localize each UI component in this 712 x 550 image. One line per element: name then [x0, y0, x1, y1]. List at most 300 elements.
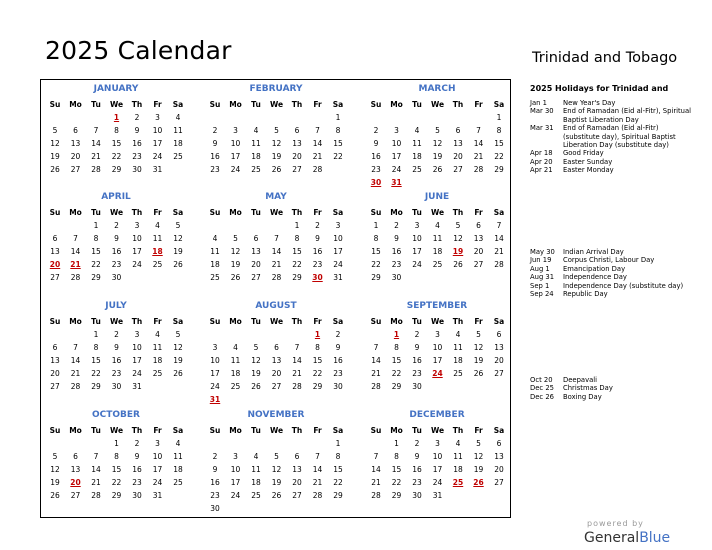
day-cell: 6 — [73, 126, 78, 135]
day-cell: 15 — [371, 247, 381, 256]
day-cell: 10 — [391, 139, 402, 148]
day-cell: 8 — [315, 343, 320, 352]
day-cell: 5 — [175, 221, 181, 230]
day-cell: 11 — [412, 139, 422, 148]
month-name: MARCH — [418, 84, 456, 94]
day-cell: 24 — [132, 260, 142, 269]
holiday-group — [530, 99, 695, 175]
month-december — [366, 410, 526, 518]
day-cell: 12 — [50, 139, 60, 148]
day-cell: 23 — [412, 478, 422, 487]
day-cell: 29 — [494, 165, 504, 174]
holiday-day-cell: 1 — [113, 113, 120, 122]
weekday-header: Mo — [229, 426, 242, 435]
day-cell: 5 — [253, 343, 259, 352]
day-cell: 25 — [152, 369, 163, 378]
holiday-day-cell: 25 — [452, 478, 464, 487]
day-cell: 20 — [494, 465, 504, 474]
month-name: JULY — [105, 301, 127, 311]
day-cell: 2 — [373, 126, 379, 135]
holiday-name: Independence Day (substitute day) — [563, 281, 684, 290]
day-cell: 22 — [371, 260, 381, 269]
holiday-item — [530, 248, 695, 256]
day-cell: 18 — [152, 356, 163, 365]
holiday-day-cell: 1 — [393, 330, 400, 339]
day-cell: 14 — [494, 234, 504, 243]
day-cell: 16 — [111, 356, 122, 365]
weekday-header: Tu — [251, 426, 261, 435]
day-cell: 8 — [335, 126, 341, 135]
day-cell: 22 — [111, 152, 122, 161]
day-cell: 6 — [274, 343, 279, 352]
day-cell: 26 — [173, 369, 183, 378]
day-cell: 27 — [70, 165, 81, 174]
day-cell: 10 — [132, 234, 142, 243]
day-cell: 7 — [73, 234, 78, 243]
holiday-name: Good Friday — [563, 149, 604, 158]
day-cell: 4 — [233, 343, 238, 352]
day-cell: 22 — [494, 152, 504, 161]
day-cell: 16 — [312, 247, 323, 256]
weekday-header: Tu — [91, 208, 101, 217]
day-cell: 10 — [132, 343, 142, 352]
day-cell: 2 — [394, 221, 399, 230]
day-cell: 22 — [391, 478, 402, 487]
month-february — [205, 84, 365, 192]
day-cell: 5 — [274, 126, 279, 135]
month-name: SEPTEMBER — [406, 301, 468, 311]
month-name: JUNE — [424, 192, 450, 202]
day-cell: 10 — [432, 452, 443, 461]
day-cell: 11 — [173, 452, 183, 461]
day-cell: 10 — [432, 343, 443, 352]
day-cell: 21 — [371, 478, 381, 487]
weekday-header: Fr — [313, 317, 322, 326]
day-cell: 14 — [473, 139, 484, 148]
day-cell: 27 — [70, 491, 81, 500]
month-november — [205, 410, 365, 518]
day-cell: 1 — [373, 221, 379, 230]
day-cell: 21 — [494, 247, 504, 256]
day-cell: 14 — [91, 139, 101, 148]
day-cell: 20 — [453, 152, 463, 161]
day-cell: 6 — [52, 343, 58, 352]
month-october — [45, 410, 205, 518]
day-cell: 14 — [70, 356, 81, 365]
weekday-header: Su — [49, 426, 61, 435]
day-cell: 18 — [173, 139, 183, 148]
month-name: DECEMBER — [409, 410, 465, 420]
day-cell: 8 — [294, 234, 300, 243]
brand-logo[interactable] — [584, 530, 670, 546]
weekday-header: We — [269, 426, 284, 435]
day-cell: 6 — [52, 234, 58, 243]
day-cell: 9 — [315, 234, 320, 243]
day-cell: 2 — [212, 126, 218, 135]
day-cell: 11 — [230, 356, 241, 365]
day-cell: 12 — [453, 234, 463, 243]
holiday-name: End of Ramadan (Eid al-Fitr), Spiritual Baptist Liberation Day — [563, 107, 692, 124]
day-cell: 6 — [496, 330, 502, 339]
day-cell: 17 — [230, 152, 241, 161]
weekday-header: Th — [452, 317, 464, 326]
day-cell: 12 — [473, 452, 484, 461]
day-cell: 25 — [432, 260, 443, 269]
day-cell: 23 — [210, 491, 220, 500]
day-cell: 7 — [93, 126, 99, 135]
day-cell: 14 — [371, 465, 381, 474]
holiday-item — [530, 256, 695, 264]
day-cell: 17 — [230, 478, 241, 487]
holiday-date: Aug 31 — [530, 273, 555, 282]
weekday-header: Th — [291, 317, 303, 326]
day-cell: 25 — [173, 478, 183, 487]
day-cell: 19 — [271, 152, 282, 161]
day-cell: 9 — [414, 343, 420, 352]
day-cell: 23 — [111, 260, 122, 269]
day-cell: 3 — [435, 439, 440, 448]
day-cell: 3 — [134, 330, 140, 339]
weekday-header: Fr — [313, 208, 322, 217]
day-cell: 15 — [391, 356, 402, 365]
day-cell: 23 — [312, 260, 323, 269]
day-cell: 11 — [453, 452, 463, 461]
month-name: AUGUST — [255, 301, 297, 311]
weekday-header: Tu — [251, 317, 261, 326]
weekday-header: Fr — [474, 100, 483, 109]
day-cell: 26 — [230, 273, 241, 282]
weekday-header: Mo — [69, 100, 82, 109]
holiday-day-cell: 18 — [152, 247, 163, 256]
day-cell: 12 — [173, 234, 183, 243]
day-cell: 7 — [274, 234, 279, 243]
day-cell: 9 — [394, 234, 399, 243]
day-cell: 23 — [132, 478, 142, 487]
day-cell: 5 — [52, 452, 58, 461]
powered-by-text: powered by — [587, 519, 644, 528]
page-title: 2025 Calendar — [45, 36, 232, 65]
day-cell: 26 — [173, 260, 183, 269]
weekday-header: Tu — [91, 317, 101, 326]
weekday-header: Su — [370, 317, 382, 326]
day-cell: 7 — [294, 343, 300, 352]
day-cell: 8 — [93, 234, 99, 243]
day-cell: 15 — [91, 356, 101, 365]
day-cell: 28 — [473, 165, 484, 174]
day-cell: 13 — [251, 247, 261, 256]
day-cell: 13 — [473, 234, 484, 243]
month-name: NOVEMBER — [247, 410, 305, 420]
day-cell: 20 — [473, 247, 484, 256]
day-cell: 18 — [432, 247, 443, 256]
day-cell: 8 — [394, 343, 399, 352]
weekday-header: Th — [291, 100, 303, 109]
day-cell: 21 — [271, 260, 282, 269]
day-cell: 23 — [111, 369, 122, 378]
day-cell: 8 — [335, 452, 341, 461]
month-name: MAY — [265, 192, 287, 202]
day-cell: 18 — [230, 369, 241, 378]
day-cell: 12 — [230, 247, 241, 256]
day-cell: 14 — [312, 139, 323, 148]
day-cell: 8 — [93, 343, 99, 352]
day-cell: 19 — [50, 478, 60, 487]
holiday-date: May 30 — [530, 248, 555, 256]
day-cell: 4 — [253, 452, 259, 461]
day-cell: 30 — [391, 273, 402, 282]
day-cell: 4 — [155, 330, 160, 339]
day-cell: 9 — [335, 343, 341, 352]
day-cell: 26 — [50, 491, 60, 500]
day-cell: 17 — [210, 369, 220, 378]
weekday-header: Th — [131, 208, 143, 217]
day-cell: 28 — [371, 382, 381, 391]
day-cell: 16 — [391, 247, 402, 256]
day-cell: 29 — [333, 491, 343, 500]
weekday-header: Sa — [493, 100, 505, 109]
day-cell: 23 — [210, 165, 220, 174]
holiday-date: Dec 26 — [530, 392, 554, 401]
weekday-header: Fr — [153, 208, 162, 217]
holiday-name: New Year's Day — [563, 99, 616, 107]
weekday-header: Sa — [172, 100, 184, 109]
weekday-header: Su — [209, 208, 221, 217]
day-cell: 6 — [294, 452, 300, 461]
holiday-day-cell: 21 — [70, 260, 81, 269]
day-cell: 13 — [292, 139, 302, 148]
day-cell: 17 — [432, 465, 443, 474]
day-cell: 13 — [50, 247, 60, 256]
day-cell: 28 — [312, 491, 323, 500]
holiday-date: Oct 20 — [530, 376, 553, 384]
weekday-header: We — [269, 100, 284, 109]
weekday-header: We — [109, 100, 124, 109]
holiday-name: Easter Sunday — [563, 157, 613, 166]
day-cell: 16 — [333, 356, 343, 365]
day-cell: 30 — [333, 382, 343, 391]
day-cell: 11 — [251, 139, 261, 148]
day-cell: 27 — [494, 369, 504, 378]
day-cell: 13 — [494, 452, 504, 461]
weekday-header: Th — [291, 208, 303, 217]
day-cell: 2 — [335, 330, 341, 339]
day-cell: 19 — [50, 152, 60, 161]
day-cell: 9 — [212, 139, 218, 148]
holiday-group — [530, 248, 695, 298]
day-cell: 27 — [292, 491, 302, 500]
day-cell: 20 — [292, 152, 302, 161]
holiday-name: Republic Day — [563, 290, 608, 299]
day-cell: 4 — [175, 439, 181, 448]
weekday-header: Su — [370, 100, 382, 109]
holiday-date: Jun 19 — [530, 256, 552, 265]
day-cell: 30 — [132, 491, 142, 500]
day-cell: 9 — [414, 452, 420, 461]
day-cell: 27 — [292, 165, 302, 174]
weekday-header: Tu — [412, 426, 422, 435]
day-cell: 19 — [271, 478, 282, 487]
day-cell: 15 — [111, 139, 122, 148]
day-cell: 26 — [432, 165, 443, 174]
weekday-header: We — [430, 317, 445, 326]
day-cell: 7 — [315, 452, 320, 461]
day-cell: 24 — [152, 478, 163, 487]
day-cell: 12 — [251, 356, 261, 365]
holiday-item — [530, 290, 695, 298]
day-cell: 22 — [111, 478, 122, 487]
day-cell: 25 — [230, 382, 241, 391]
day-cell: 3 — [134, 221, 140, 230]
day-cell: 11 — [152, 343, 163, 352]
day-cell: 28 — [91, 165, 101, 174]
day-cell: 21 — [312, 152, 323, 161]
day-cell: 13 — [70, 139, 81, 148]
holiday-group — [530, 376, 695, 401]
holiday-date: Sep 1 — [530, 281, 550, 290]
holiday-day-cell: 20 — [49, 260, 61, 269]
day-cell: 3 — [212, 343, 218, 352]
weekday-header: Su — [49, 317, 61, 326]
day-cell: 4 — [175, 113, 181, 122]
holiday-name: Deepavali — [563, 376, 598, 384]
weekday-header: Sa — [172, 426, 184, 435]
day-cell: 28 — [371, 491, 381, 500]
day-cell: 31 — [132, 382, 142, 391]
holiday-item — [530, 282, 695, 290]
weekday-header: Sa — [493, 317, 505, 326]
day-cell: 16 — [412, 465, 422, 474]
day-cell: 25 — [210, 273, 220, 282]
day-cell: 1 — [114, 439, 119, 448]
holiday-item — [530, 393, 695, 401]
day-cell: 17 — [412, 247, 422, 256]
day-cell: 28 — [494, 260, 504, 269]
day-cell: 3 — [233, 126, 238, 135]
weekday-header: Mo — [390, 426, 403, 435]
day-cell: 26 — [473, 369, 484, 378]
weekday-header: Mo — [390, 100, 403, 109]
month-september — [366, 301, 526, 409]
day-cell: 14 — [91, 465, 101, 474]
day-cell: 2 — [414, 439, 420, 448]
day-cell: 14 — [271, 247, 282, 256]
day-cell: 21 — [91, 478, 101, 487]
weekday-header: We — [109, 426, 124, 435]
day-cell: 29 — [91, 382, 101, 391]
day-cell: 2 — [114, 221, 119, 230]
day-cell: 1 — [294, 221, 300, 230]
day-cell: 10 — [152, 126, 163, 135]
day-cell: 24 — [230, 491, 241, 500]
month-name: FEBRUARY — [249, 84, 303, 94]
weekday-header: Sa — [493, 426, 505, 435]
day-cell: 18 — [453, 465, 463, 474]
weekday-header: We — [269, 208, 284, 217]
day-cell: 22 — [91, 369, 101, 378]
calendar-grid — [40, 79, 511, 518]
day-cell: 14 — [70, 247, 81, 256]
day-cell: 15 — [333, 465, 343, 474]
day-cell: 16 — [371, 152, 381, 161]
holiday-day-cell: 24 — [432, 369, 443, 378]
holiday-date: Apr 18 — [530, 149, 553, 158]
day-cell: 17 — [333, 247, 343, 256]
day-cell: 6 — [496, 439, 502, 448]
day-cell: 19 — [230, 260, 241, 269]
day-cell: 3 — [435, 330, 440, 339]
weekday-header: Fr — [474, 317, 483, 326]
day-cell: 11 — [173, 126, 183, 135]
day-cell: 10 — [412, 234, 422, 243]
day-cell: 12 — [50, 465, 60, 474]
holiday-item — [530, 124, 695, 149]
brand-part-blue: Blue — [639, 530, 671, 546]
day-cell: 10 — [230, 465, 241, 474]
day-cell: 7 — [496, 221, 502, 230]
day-cell: 27 — [50, 382, 60, 391]
day-cell: 29 — [391, 491, 402, 500]
weekday-header: Sa — [332, 317, 344, 326]
month-january — [45, 84, 205, 192]
weekday-header: We — [430, 100, 445, 109]
day-cell: 12 — [473, 343, 484, 352]
weekday-header: Sa — [332, 426, 344, 435]
weekday-header: Fr — [313, 426, 322, 435]
weekday-header: Tu — [412, 317, 422, 326]
day-cell: 2 — [114, 330, 119, 339]
day-cell: 4 — [253, 126, 259, 135]
day-cell: 3 — [233, 452, 238, 461]
day-cell: 17 — [432, 356, 443, 365]
day-cell: 30 — [210, 504, 220, 513]
day-cell: 3 — [335, 221, 341, 230]
weekday-header: Sa — [493, 208, 505, 217]
holiday-item — [530, 99, 695, 107]
weekday-header: We — [430, 426, 445, 435]
day-cell: 11 — [432, 234, 443, 243]
day-cell: 5 — [233, 234, 238, 243]
weekday-header: Tu — [91, 100, 101, 109]
day-cell: 19 — [173, 356, 183, 365]
weekday-header: Su — [209, 317, 221, 326]
day-cell: 15 — [333, 139, 343, 148]
month-april — [45, 192, 205, 300]
day-cell: 9 — [373, 139, 379, 148]
holiday-day-cell: 26 — [473, 478, 484, 487]
day-cell: 13 — [70, 465, 81, 474]
day-cell: 16 — [412, 356, 422, 365]
day-cell: 8 — [373, 234, 379, 243]
day-cell: 29 — [111, 491, 122, 500]
day-cell: 3 — [155, 439, 160, 448]
holiday-item — [530, 158, 695, 166]
weekday-header: Tu — [251, 100, 261, 109]
day-cell: 4 — [155, 221, 160, 230]
day-cell: 31 — [432, 491, 443, 500]
holiday-name: Easter Monday — [563, 166, 614, 175]
holiday-date: Apr 20 — [530, 157, 553, 166]
holiday-day-cell: 1 — [314, 330, 321, 339]
holiday-name: Christmas Day — [563, 384, 613, 393]
holiday-date: Sep 24 — [530, 290, 554, 299]
day-cell: 18 — [453, 356, 463, 365]
day-cell: 1 — [93, 221, 99, 230]
day-cell: 21 — [91, 152, 101, 161]
holiday-name: End of Ramadan (Eid al-Fitr) (substitute day), Spiritual Baptist Liberation Day (substitute day) — [563, 124, 676, 150]
day-cell: 8 — [114, 452, 119, 461]
weekday-header: Su — [370, 208, 382, 217]
weekday-header: Su — [209, 426, 221, 435]
